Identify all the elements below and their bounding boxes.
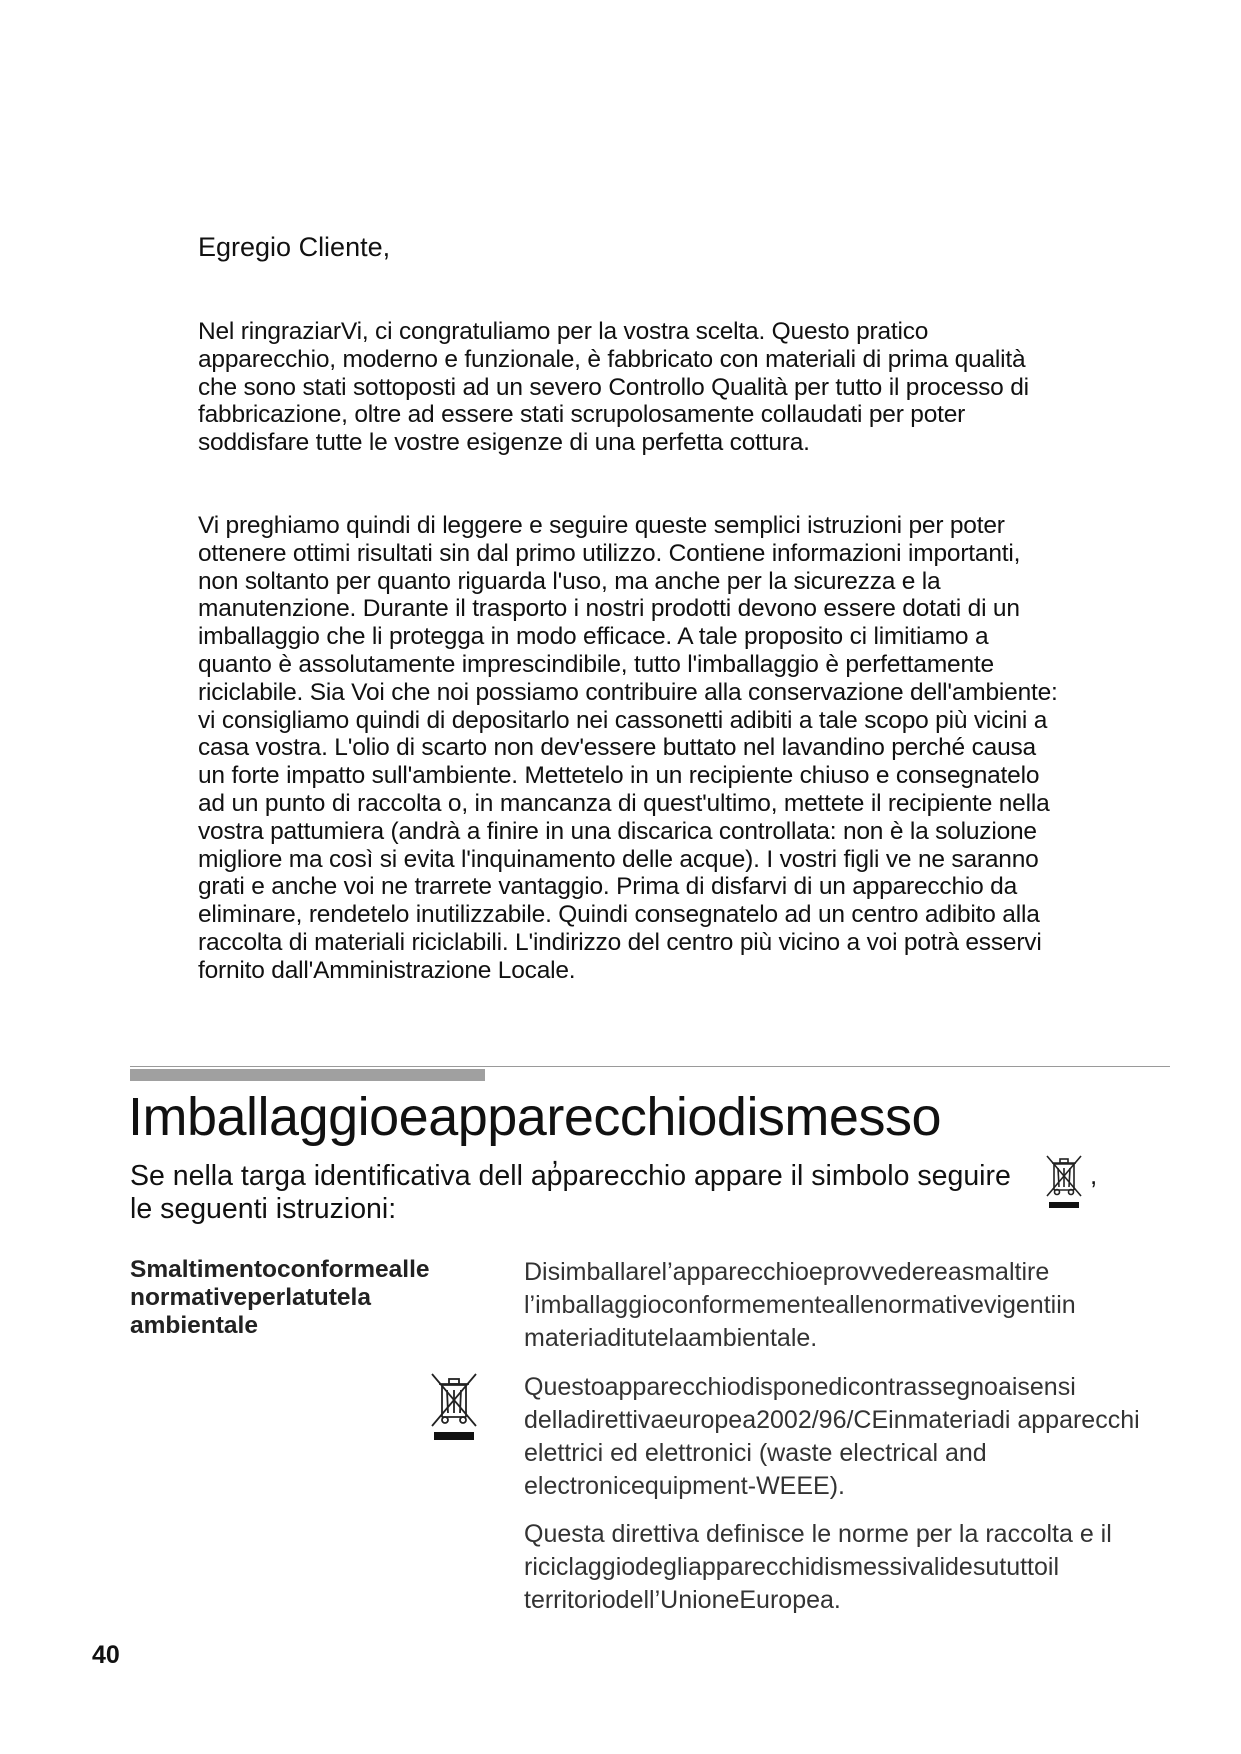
section-lead: Se nella targa identificativa dell ap̓parecchio appare il simbolo seguire le seguenti istruzioni: xyxy=(130,1160,1011,1225)
section-title: Imballaggioeapparecchiodismesso xyxy=(128,1087,941,1147)
disposal-heading: Smaltimentoconformealle normativeperlatutela ambientale xyxy=(130,1256,430,1339)
disposal-paragraph: Disimballarel’apparecchioeprovvedereasmaltire l’imballaggioconformementeallenormativevigentiin materiaditutelaambientale. xyxy=(524,1258,1076,1352)
section-divider-line xyxy=(130,1066,1170,1067)
intro-paragraph-1: Nel ringraziarVi, ci congratuliamo per la vostra scelta. Questo pratico apparecchio, moderno e funzionale, è fabbricato con materiali di prima qualità che sono stati sottoposti ad un severo Controllo Qualità per tutto il processo di fabbricazione, oltre ad essere stati scrupolosamente collaudati per poter soddisfare tutte le vostre esigenze di una perfetta cottura. xyxy=(198,318,1029,457)
intro-paragraph-2: Vi preghiamo quindi di leggere e seguire queste semplici istruzioni per poter ottenere ottimi risultati sin dal primo utilizzo. Contiene informazioni importanti, non soltanto per quanto riguarda l'uso, ma anche per la sicurezza e la manutenzione. Durante il trasporto i nostri prodotti devono essere dotati di un imballaggio che li protegga in modo efficace. A tale proposito ci limitiamo a quanto è assolutamente imprescindibile, tutto l'imballaggio è perfettamente riciclabile. Sia Voi che noi possiamo contribuire alla conservazione dell'ambiente: vi consigliamo quindi di depositarlo nei cassonetti adibiti a tale scopo più vicini a casa vostra. L'olio di scarto non dev'essere buttato nel lavandino perché causa un forte impatto sull'ambiente. Mettetelo in un recipiente chiuso e consegnatelo ad un punto di raccolta o, in mancanza di quest'ultimo, mettete il recipiente nella vostra pattumiera (andrà a finire in una discarica controllata: non è la soluzione migliore ma così si evita l'inquinamento delle acque). I vostri figli ve ne saranno grati e anche voi ne trarrete vantaggio. Prima di disfarvi di un apparecchio da eliminare, rendetelo inutilizzabile. Quindi consegnatelo ad un centro adibito alla raccolta di materiali riciclabili. L'indirizzo del centro più vicino a voi potrà esservi fornito dall'Amministrazione Locale. xyxy=(198,512,1058,984)
weee-bin-icon xyxy=(428,1368,480,1442)
section-divider-bar xyxy=(130,1069,485,1081)
weee-bin-icon xyxy=(1043,1150,1085,1210)
lead-comma: , xyxy=(1090,1160,1098,1190)
salutation: Egregio Cliente, xyxy=(198,232,391,262)
directive-paragraph: Questa direttiva definisce le norme per la raccolta e il riciclaggiodegliapparecchidismessivalidesututtoil territoriodell’UnioneEuropea. xyxy=(524,1520,1112,1614)
page-number: 40 xyxy=(92,1641,120,1669)
weee-paragraph: Questoapparecchiodisponedicontrassegnoaisensi delladirettivaeuropea2002/96/CEinmateriadi apparecchi elettrici ed elettronici (waste electrical and electronicequipment-WEEE). xyxy=(524,1373,1140,1500)
